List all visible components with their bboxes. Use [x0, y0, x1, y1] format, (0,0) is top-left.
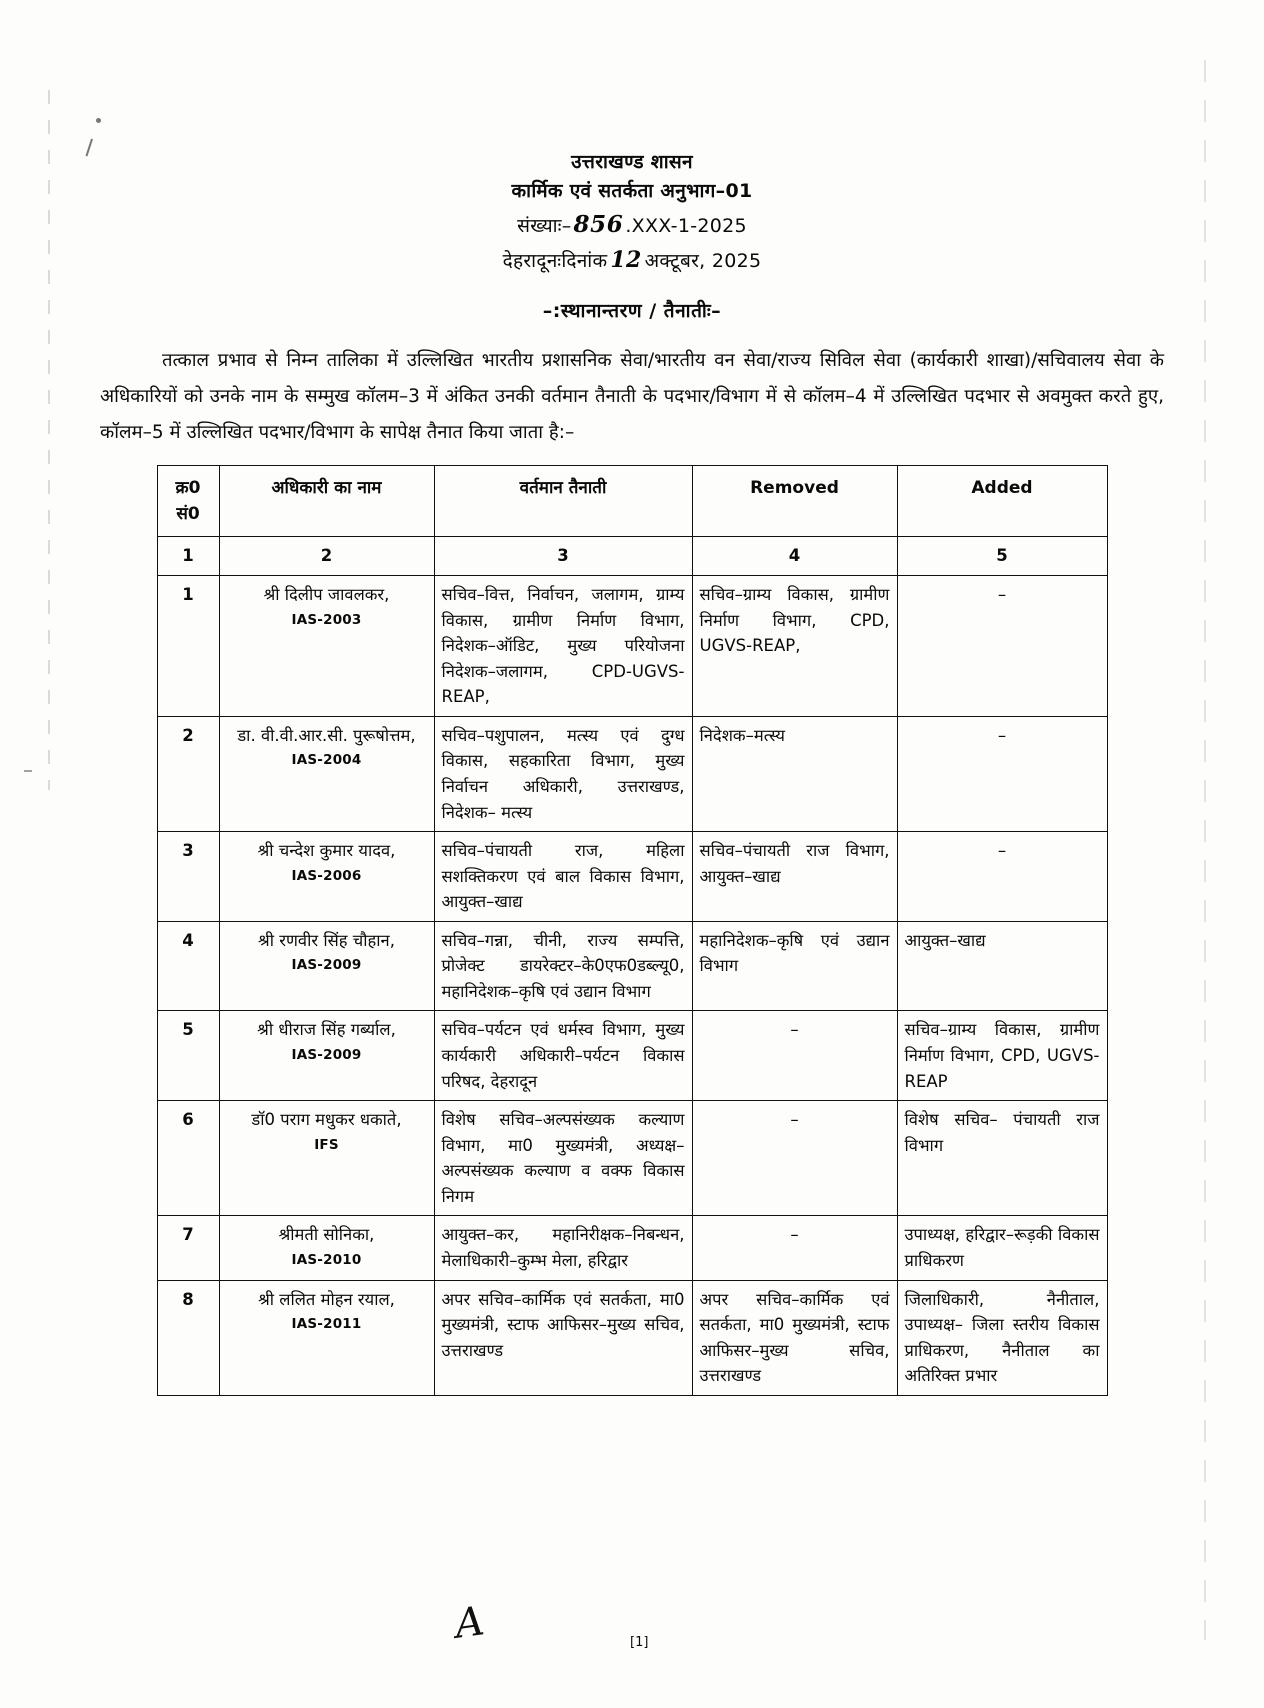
- column-header-serial-line2: सं0: [176, 504, 200, 525]
- order-body-text: तत्काल प्रभाव से निम्न तालिका में उल्लिखित भारतीय प्रशासनिक सेवा/भारतीय वन सेवा/राज्य सिविल सेवा (कार्यकारी शाखा)/सचिवालय सेवा के अधिकारियों को उनके नाम के सम्मुख कॉलम–3 में अंकित उनकी वर्तमान तैनाती के पदभार/विभाग में से कॉलम–4 में उल्लिखित पदभार से अवमुक्त करते हुए, कॉलम–5 में उल्लिखित पदभार/विभाग के सापेक्ष तैनात किया जाता है:–: [100, 349, 1164, 443]
- signature: A: [451, 1598, 487, 1648]
- row-current-posting: सचिव–पशुपालन, मत्स्य एवं दुग्ध विकास, सहकारिता विभाग, मुख्य निर्वाचन अधिकारी, उत्तराखण्ड, निदेशक– मत्स्य: [434, 716, 692, 831]
- officer-name-text: श्री ललित मोहन रयाल,: [258, 1289, 395, 1309]
- row-officer-name: [219, 1280, 434, 1395]
- officer-name-text: श्रीमती सोनिका,: [278, 1225, 375, 1245]
- table-row: [157, 1280, 1107, 1395]
- row-officer-name: [219, 716, 434, 831]
- table-column-number-row: [157, 537, 1107, 576]
- row-serial: 2: [157, 716, 219, 831]
- column-number-2: 2: [219, 537, 434, 576]
- scan-artifact-dash: [24, 770, 32, 772]
- table-row: [157, 576, 1107, 717]
- row-current-posting: विशेष सचिव–अल्पसंख्यक कल्याण विभाग, मा0 मुख्यमंत्री, अध्यक्ष– अल्पसंख्यक कल्याण व वक्फ विकास निगम: [434, 1101, 692, 1216]
- officer-name-text: श्री दिलीप जावलकर,: [263, 585, 390, 605]
- date-rest: अक्टूबर, 2025: [644, 249, 762, 272]
- officer-name-text: डा. वी.वी.आर.सी. पुरूषोत्तम,: [237, 725, 416, 745]
- table-row: [157, 921, 1107, 1011]
- row-added: –: [897, 716, 1107, 831]
- row-removed: निदेशक–मत्स्य: [692, 716, 897, 831]
- row-serial: 4: [157, 921, 219, 1011]
- row-removed: –: [692, 1011, 897, 1101]
- row-serial: 7: [157, 1216, 219, 1280]
- column-header-serial-line1: क्र0: [175, 477, 201, 498]
- order-number-line: [0, 207, 1264, 243]
- column-number-1: 1: [157, 537, 219, 576]
- officer-name-text: श्री धीराज सिंह गर्ब्याल,: [257, 1020, 396, 1040]
- row-removed: –: [692, 1216, 897, 1280]
- column-header-removed: Removed: [692, 465, 897, 537]
- officer-name-text: श्री रणवीर सिंह चौहान,: [258, 930, 395, 950]
- row-current-posting: सचिव–पंचायती राज, महिला सशक्तिकरण एवं बाल विकास विभाग, आयुक्त–खाद्य: [434, 832, 692, 922]
- row-added: –: [897, 576, 1107, 717]
- row-serial: 1: [157, 576, 219, 717]
- officer-cadre: IAS-2009: [291, 1047, 362, 1064]
- row-current-posting: सचिव–वित्त, निर्वाचन, जलागम, ग्राम्य विकास, ग्रामीण निर्माण विभाग, निदेशक–ऑडिट, मुख्य परियोजना निदेशक–जलागम, CPD-UGVS-REAP,: [434, 576, 692, 717]
- row-current-posting: आयुक्त–कर, महानिरीक्षक–निबन्धन, मेलाधिकारी–कुम्भ मेला, हरिद्वार: [434, 1216, 692, 1280]
- row-officer-name: [219, 1216, 434, 1280]
- place-date-label: देहरादूनःदिनांक: [502, 249, 608, 272]
- row-serial: 6: [157, 1101, 219, 1216]
- table-row: [157, 1011, 1107, 1101]
- department-name: कार्मिक एवं सतर्कता अनुभाग–01: [511, 180, 753, 203]
- row-added: सचिव–ग्राम्य विकास, ग्रामीण निर्माण विभाग, CPD, UGVS-REAP: [897, 1011, 1107, 1101]
- column-number-4: 4: [692, 537, 897, 576]
- table-row: [157, 716, 1107, 831]
- order-number-label: संख्याः–: [517, 214, 572, 237]
- row-serial: 3: [157, 832, 219, 922]
- row-added: जिलाधिकारी, नैनीताल, उपाध्यक्ष– जिला स्तरीय विकास प्राधिकरण, नैनीताल का अतिरिक्त प्रभार: [897, 1280, 1107, 1395]
- row-officer-name: [219, 832, 434, 922]
- row-removed: –: [692, 1101, 897, 1216]
- row-officer-name: [219, 576, 434, 717]
- officer-cadre: IAS-2011: [291, 1316, 362, 1333]
- row-serial: 5: [157, 1011, 219, 1101]
- column-header-serial: [157, 465, 219, 537]
- officer-cadre: IAS-2003: [291, 611, 362, 628]
- column-header-officer-name: अधिकारी का नाम: [219, 465, 434, 537]
- row-added: उपाध्यक्ष, हरिद्वार–रूड़की विकास प्राधिकरण: [897, 1216, 1107, 1280]
- officer-name-text: डॉ0 पराग मधुकर धकाते,: [251, 1110, 402, 1130]
- order-number-suffix: .XXX-1-2025: [625, 214, 747, 237]
- scan-artifact-dot: [96, 118, 101, 123]
- table-header-row: [157, 465, 1107, 537]
- officer-cadre: IFS: [314, 1136, 339, 1153]
- officers-transfer-table: [157, 465, 1108, 1396]
- scan-artifact-left-margin: [48, 90, 50, 790]
- officer-cadre: IAS-2010: [291, 1251, 362, 1268]
- row-removed: अपर सचिव–कार्मिक एवं सतर्कता, मा0 मुख्यमंत्री, स्टाफ आफिसर–मुख्य सचिव, उत्तराखण्ड: [692, 1280, 897, 1395]
- row-added: विशेष सचिव– पंचायती राज विभाग: [897, 1101, 1107, 1216]
- row-current-posting: अपर सचिव–कार्मिक एवं सतर्कता, मा0 मुख्यमंत्री, स्टाफ आफिसर–मुख्य सचिव, उत्तराखण्ड: [434, 1280, 692, 1395]
- row-officer-name: [219, 921, 434, 1011]
- document-header: [0, 0, 1264, 277]
- officer-name-text: श्री चन्देश कुमार यादव,: [257, 841, 396, 861]
- row-removed: महानिदेशक–कृषि एवं उद्यान विभाग: [692, 921, 897, 1011]
- row-officer-name: [219, 1101, 434, 1216]
- subject-line: –:स्थानान्तरण / तैनातीः–: [542, 299, 722, 322]
- row-removed: सचिव–पंचायती राज विभाग, आयुक्त–खाद्य: [692, 832, 897, 922]
- table-row: [157, 832, 1107, 922]
- table-row: [157, 1101, 1107, 1216]
- order-number-handwritten: 856: [573, 210, 624, 238]
- page-number: [1]: [630, 1635, 649, 1650]
- row-added: आयुक्त–खाद्य: [897, 921, 1107, 1011]
- column-header-current-posting: वर्तमान तैनाती: [434, 465, 692, 537]
- row-removed: सचिव–ग्राम्य विकास, ग्रामीण निर्माण विभाग, CPD, UGVS-REAP,: [692, 576, 897, 717]
- column-header-added: Added: [897, 465, 1107, 537]
- officer-cadre: IAS-2009: [291, 957, 362, 974]
- scan-artifact-right-margin: [1204, 60, 1206, 1640]
- place-date-line: [0, 243, 1264, 277]
- row-current-posting: सचिव–गन्ना, चीनी, राज्य सम्पत्ति, प्रोजेक्ट डायरेक्टर–के0एफ0डब्ल्यू0, महानिदेशक–कृषि एवं उद्यान विभाग: [434, 921, 692, 1011]
- column-number-5: 5: [897, 537, 1107, 576]
- government-name: उत्तराखण्ड शासन: [571, 151, 693, 173]
- row-current-posting: सचिव–पर्यटन एवं धर्मस्व विभाग, मुख्य कार्यकारी अधिकारी–पर्यटन विकास परिषद, देहरादून: [434, 1011, 692, 1101]
- column-number-3: 3: [434, 537, 692, 576]
- order-body-paragraph: [100, 343, 1164, 451]
- row-officer-name: [219, 1011, 434, 1101]
- row-added: –: [897, 832, 1107, 922]
- officer-cadre: IAS-2006: [291, 867, 362, 884]
- row-serial: 8: [157, 1280, 219, 1395]
- date-handwritten: 12: [610, 246, 642, 273]
- table-row: [157, 1216, 1107, 1280]
- officer-cadre: IAS-2004: [291, 752, 362, 769]
